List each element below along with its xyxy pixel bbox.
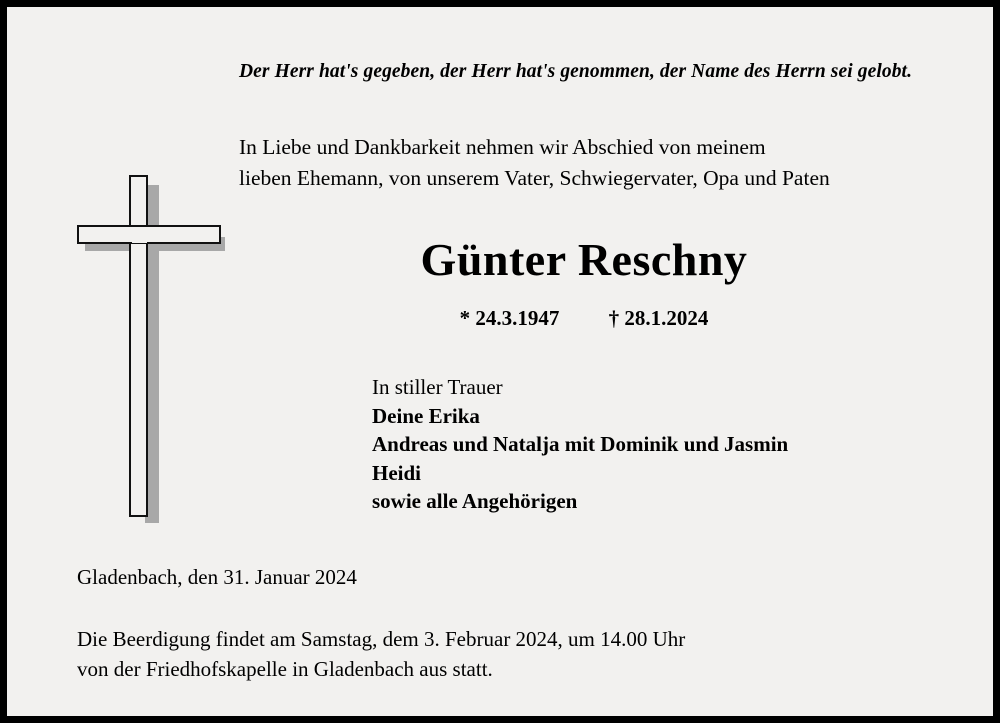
death-date: † 28.1.2024 [608,306,709,330]
cross-icon [77,175,237,523]
intro-text [239,132,965,194]
intro-line-2: lieben Ehemann, von unserem Vater, Schwiegervater, Opa und Paten [239,166,830,190]
mourner-name: Deine Erika [372,403,480,428]
bible-verse: Der Herr hat's gegeben, der Herr hat's genommen, der Name des Herrn sei gelobt. [239,61,913,82]
deceased-name: Günter Reschny [420,234,748,285]
mourner-name: Andreas und Natalja mit Dominik und Jasmin [372,432,789,456]
funeral-line-2: von der Friedhofskapelle in Gladenbach aus statt. [77,657,493,681]
funeral-line-1: Die Beerdigung findet am Samstag, dem 3. Februar 2024, um 14.00 Uhr [77,627,686,651]
mourner-name: sowie alle Angehörigen [372,489,578,513]
funeral-details [77,624,957,684]
cross-bar-horizontal [77,225,221,244]
birth-date: * 24.3.1947 [459,306,560,330]
cross-joint [132,228,147,243]
intro-line-1: In Liebe und Dankbarkeit nehmen wir Abschied von meinem [239,135,766,159]
life-dates [239,306,929,331]
mourning-lead: In stiller Trauer [372,375,503,399]
place-and-date: Gladenbach, den 31. Januar 2024 [77,565,357,589]
mourner-name: Heidi [372,460,422,485]
mourners-block [372,373,962,516]
